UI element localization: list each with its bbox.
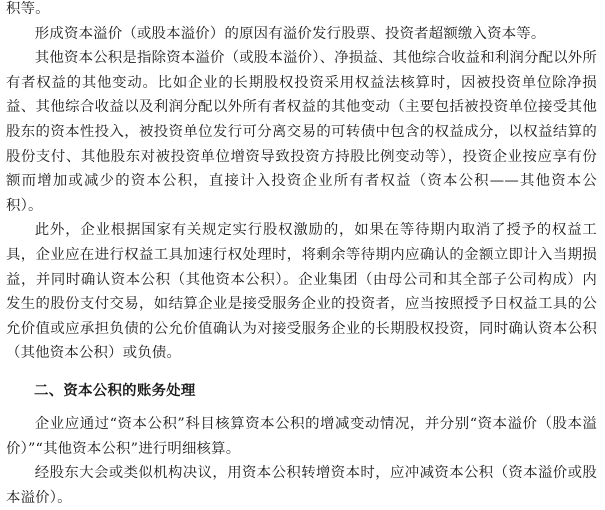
paragraph-other-capital-reserve: 其他资本公积是指除资本溢价（或股本溢价）、净损益、其他综合收益和利润分配以外所有者权益的其他变动。比如企业的长期股权投资采用权益法核算时，因被投资单位除净损益、其他综合收益以及利润分配以外所有者权益的其他变动（主要包括被投资单位接受其他股东的资本性投入，被投资单位发行可分离交易的可转债中包含的权益成分，以权益结算的股份支付、其他股东对被投资单位增资导致投资方持股比例变动等），投资企业按应享有份额而增加或减少的资本公积，直接计入投资企业所有者权益（资本公积——其他资本公积）。 [6, 50, 597, 214]
paragraph-equity-incentive: 此外，企业根据国家有关规定实行股权激励的，如果在等待期内取消了授予的权益工具，企业应在进行权益工具加速行权处理时，将剩余等待期内应确认的金额立即计入当期损益，并同时确认资本公积（其他资本公积）。企业集团（由母公司和其全部子公司构成）内发生的股份支付交易，如结算企业是接受服务企业的投资者，应当按照授予日权益工具的公允价值或应承担负债的公允价值确认为对接受服务企业的长期股权投资，同时确认资本公积（其他资本公积）或负债。 [6, 222, 597, 362]
paragraph-account-usage: 企业应通过“资本公积”科目核算资本公积的增减变动情况，并分别“资本溢价（股本溢价）”“其他资本公积”进行明细核算。 [6, 415, 597, 457]
section-heading: 二、资本公积的账务处理 [34, 382, 196, 399]
paragraph-capital-increase: 经股东大会或类似机构决议，用资本公积转增资本时，应冲减资本公积（资本溢价或股本溢价）。 [6, 465, 597, 506]
paragraph-capital-premium-causes: 形成资本溢价（或股本溢价）的原因有溢价发行股票、投资者超额缴入资本等。 [34, 25, 546, 42]
paragraph-continuation: 积等。 [6, 1, 50, 17]
